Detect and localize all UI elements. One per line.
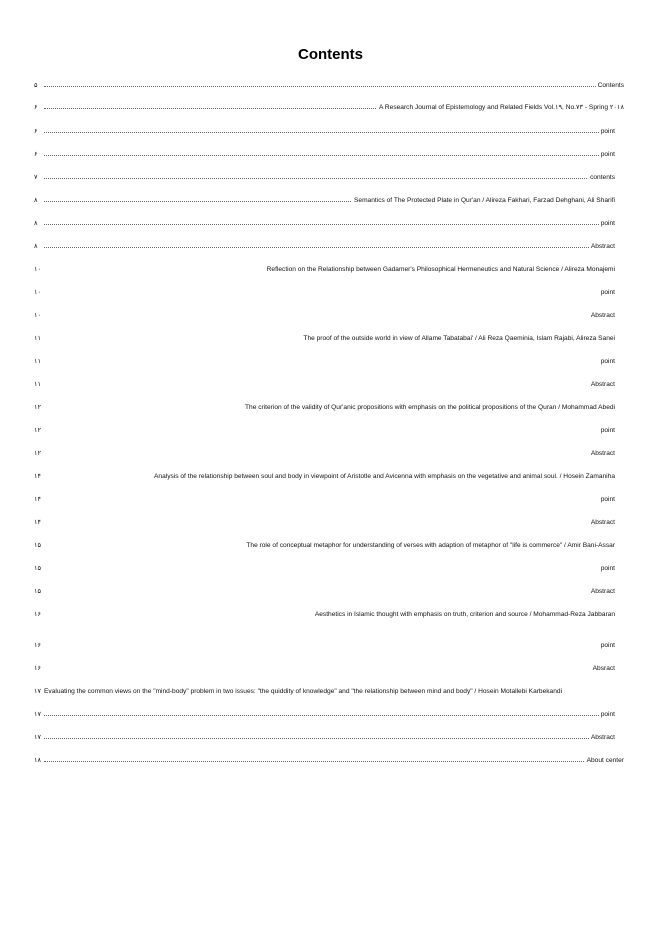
toc-entry [34, 517, 615, 529]
toc-page-number: ۱۷ [34, 734, 42, 741]
toc-page-number: ۱۰ [34, 289, 42, 296]
toc-page-number: ۱۵ [34, 565, 42, 572]
toc-entry [34, 379, 615, 391]
toc-entry [34, 264, 615, 276]
toc-entry [34, 732, 615, 744]
toc-page-number: ۱۵ [34, 542, 42, 549]
toc-page-number: ۵ [34, 82, 38, 89]
toc-entry-title[interactable]: About center [585, 755, 624, 767]
toc-entry [34, 448, 615, 460]
toc-entry [34, 586, 615, 598]
toc-entry [34, 686, 615, 698]
toc-leader-dots [44, 86, 624, 87]
toc-page-number: ۱۷ [34, 711, 42, 718]
toc-entry-title[interactable]: Abstract [589, 732, 615, 744]
toc-entry-title[interactable]: point [599, 494, 615, 506]
toc-entry [34, 494, 615, 506]
toc-entry-title[interactable]: The proof of the outside world in view of Allame Tabatabai' / Ali Reza Qaeminia, Islam Rajabi, Alireza Sanei [301, 333, 615, 345]
toc-page-number: ۶ [34, 151, 38, 158]
toc-page-number: ۱۰ [34, 266, 42, 273]
toc-entry [34, 126, 615, 138]
toc-entry-title[interactable]: point [599, 563, 615, 575]
toc-page-number: ۱۴ [34, 496, 42, 503]
toc-entry-title[interactable]: point [599, 709, 615, 721]
toc-entry [34, 640, 615, 652]
toc-page-number: ۶ [34, 104, 38, 111]
page-title: Contents [298, 46, 363, 63]
toc-page-number: ۱۱ [34, 381, 42, 388]
toc-leader-dots [44, 155, 615, 156]
toc-entry-title[interactable]: Abstract [589, 241, 615, 253]
toc-entry [34, 356, 615, 368]
toc-entry [34, 310, 615, 322]
toc-page-number: ۱۱ [34, 335, 42, 342]
toc-entry-title[interactable]: point [599, 356, 615, 368]
toc-leader-dots [44, 132, 615, 133]
toc-entry [34, 333, 615, 345]
toc-page-number: ۱۶ [34, 642, 42, 649]
toc-page-number: ۱۸ [34, 757, 42, 764]
toc-entry [34, 471, 615, 483]
toc-entry-title[interactable]: Evaluating the common views on the "mind-body" problem in two issues: "the quiddity of knowledge" and "the relationship between mind and body" / Hosein Motallebi Karbekandi [44, 686, 562, 698]
toc-page-number: ۱۷ [34, 688, 42, 695]
toc-page-number: ۷ [34, 174, 38, 181]
toc-entry-title[interactable]: Analysis of the relationship between soul and body in viewpoint of Aristotle and Avicenna with emphasis on the vegetative and animal soul. / Hosein Zamaniha [152, 471, 615, 483]
toc-entry [34, 609, 615, 621]
toc-leader-dots [44, 178, 615, 179]
toc-entry-title[interactable]: point [599, 287, 615, 299]
toc-entry [34, 287, 615, 299]
toc-leader-dots [44, 715, 615, 716]
toc-entry [34, 540, 615, 552]
toc-page-number: ۱۲ [34, 450, 42, 457]
toc-entry-title[interactable]: Absract [591, 663, 615, 675]
toc-entry [34, 172, 615, 184]
toc-entry-title[interactable]: The role of conceptual metaphor for understanding of verses with adaption of metaphor of "life is commerce" / Amir Bani-Assar [244, 540, 615, 552]
toc-entry-title[interactable]: Abstract [589, 586, 615, 598]
toc-entry-title[interactable]: Abstract [589, 517, 615, 529]
toc-entry [34, 402, 615, 414]
toc-page-number: ۱۴ [34, 473, 42, 480]
toc-entry [34, 241, 615, 253]
toc-entry-title[interactable]: contents [588, 172, 615, 184]
toc-leader-dots [44, 761, 624, 762]
toc-entry [34, 195, 615, 207]
toc-entry [34, 709, 615, 721]
toc-entry [34, 102, 624, 114]
toc-page-number: ۸ [34, 220, 38, 227]
toc-entry-title[interactable]: point [599, 149, 615, 161]
toc-entry-title[interactable]: point [599, 126, 615, 138]
toc-leader-dots [44, 224, 615, 225]
toc-entry-title[interactable]: Abstract [589, 448, 615, 460]
toc-entry-title[interactable]: Reflection on the Relationship between Gadamer's Philosophical Hermeneutics and Natural Science / Alireza Monajemi [265, 264, 615, 276]
toc-page-number: ۸ [34, 243, 38, 250]
toc-leader-dots [44, 247, 615, 248]
toc-entry-title[interactable]: Contents [596, 80, 624, 92]
toc-entry-title[interactable]: The criterion of the validity of Qur'anic propositions with emphasis on the political propositions of the Quran / Mohammad Abedi [243, 402, 615, 414]
toc-page-number: ۱۴ [34, 519, 42, 526]
toc-leader-dots [44, 738, 615, 739]
toc-entry [34, 563, 615, 575]
toc-entry [34, 663, 615, 675]
toc-entry [34, 755, 624, 767]
toc-entry-title[interactable]: Abstract [589, 310, 615, 322]
toc-page-number: ۱۲ [34, 427, 42, 434]
toc-entry [34, 80, 624, 92]
toc-entry-title[interactable]: Abstract [589, 379, 615, 391]
toc-page-number: ۸ [34, 197, 38, 204]
toc-entry [34, 218, 615, 230]
toc-entry [34, 149, 615, 161]
toc-page-number: ۱۶ [34, 665, 42, 672]
toc-entry-title[interactable]: Semantics of The Protected Plate in Qur'an / Alireza Fakhari, Farzad Dehghani, Ali Sharifi [352, 195, 615, 207]
toc-page-number: ۱۵ [34, 588, 42, 595]
toc-entry-title[interactable]: point [599, 640, 615, 652]
toc-entry-title[interactable]: point [599, 218, 615, 230]
toc-page-number: ۱۶ [34, 611, 42, 618]
toc-entry-title[interactable]: point [599, 425, 615, 437]
toc-entry-title[interactable]: A Research Journal of Epistemology and Related Fields Vol.۱۹, No.۷۳ - Spring ۲۰۱۸ [377, 102, 624, 114]
toc-entry-title[interactable]: Aesthetics in Islamic thought with emphasis on truth, criterion and source / Mohammad-Reza Jabbaran [313, 609, 615, 621]
toc-page-number: ۱۰ [34, 312, 42, 319]
toc-entry [34, 425, 615, 437]
toc-page-number: ۱۲ [34, 404, 42, 411]
toc-page-number: ۶ [34, 128, 38, 135]
toc-page-number: ۱۱ [34, 358, 42, 365]
